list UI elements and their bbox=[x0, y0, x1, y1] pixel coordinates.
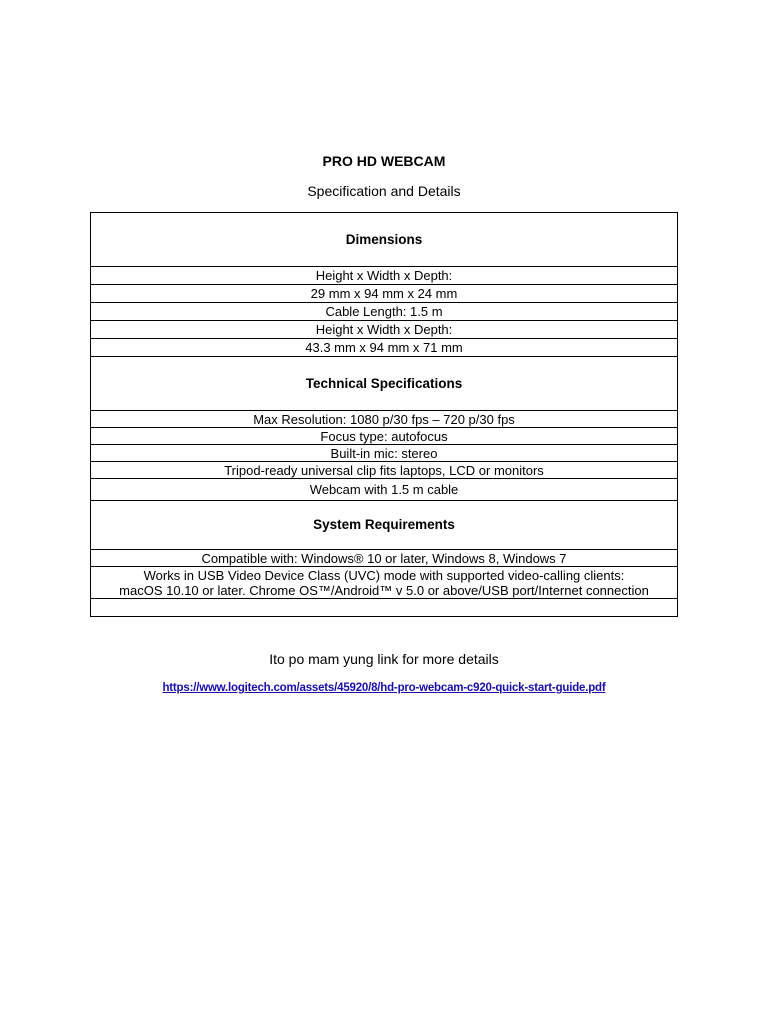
table-cell: Compatible with: Windows® 10 or later, Windows 8, Windows 7 bbox=[91, 550, 678, 567]
section-header-technical bbox=[91, 357, 678, 411]
document-title: PRO HD WEBCAM bbox=[322, 153, 446, 169]
table-cell: 29 mm x 94 mm x 24 mm bbox=[91, 285, 678, 303]
uvc-line-2: macOS 10.10 or later. Chrome OS™/Android™ v 5.0 or above/USB port/Internet connection bbox=[119, 582, 649, 598]
table-cell: Focus type: autofocus bbox=[91, 428, 678, 445]
table-row bbox=[91, 303, 678, 321]
table-row bbox=[91, 339, 678, 357]
table-cell: Webcam with 1.5 m cable bbox=[91, 479, 678, 501]
table-row bbox=[91, 428, 678, 445]
system-header: System Requirements bbox=[91, 501, 678, 550]
table-row-empty bbox=[91, 599, 678, 617]
table-row bbox=[91, 321, 678, 339]
table-row bbox=[91, 267, 678, 285]
table-row bbox=[91, 550, 678, 567]
uvc-line-1: Works in USB Video Device Class (UVC) mode with supported video-calling clients: bbox=[143, 567, 625, 583]
table-cell: Height x Width x Depth: bbox=[91, 267, 678, 285]
table-row bbox=[91, 411, 678, 428]
dimensions-header: Dimensions bbox=[91, 213, 678, 267]
table-cell bbox=[91, 567, 678, 599]
table-cell: Max Resolution: 1080 p/30 fps – 720 p/30 fps bbox=[91, 411, 678, 428]
table-row bbox=[91, 462, 678, 479]
quick-start-guide-link[interactable]: https://www.logitech.com/assets/45920/8/hd-pro-webcam-c920-quick-start-guide.pdf bbox=[162, 682, 606, 694]
document-subtitle: Specification and Details bbox=[307, 183, 461, 199]
table-cell: 43.3 mm x 94 mm x 71 mm bbox=[91, 339, 678, 357]
table-cell: Height x Width x Depth: bbox=[91, 321, 678, 339]
details-note: Ito po mam yung link for more details bbox=[269, 651, 499, 667]
table-cell-empty bbox=[91, 599, 678, 617]
table-row bbox=[91, 479, 678, 501]
spec-table bbox=[90, 212, 678, 617]
table-row bbox=[91, 567, 678, 599]
section-header-dimensions bbox=[91, 213, 678, 267]
table-row bbox=[91, 445, 678, 462]
table-cell: Tripod-ready universal clip fits laptops, LCD or monitors bbox=[91, 462, 678, 479]
section-header-system bbox=[91, 501, 678, 550]
table-row bbox=[91, 285, 678, 303]
table-cell: Built-in mic: stereo bbox=[91, 445, 678, 462]
table-cell: Cable Length: 1.5 m bbox=[91, 303, 678, 321]
technical-header: Technical Specifications bbox=[91, 357, 678, 411]
